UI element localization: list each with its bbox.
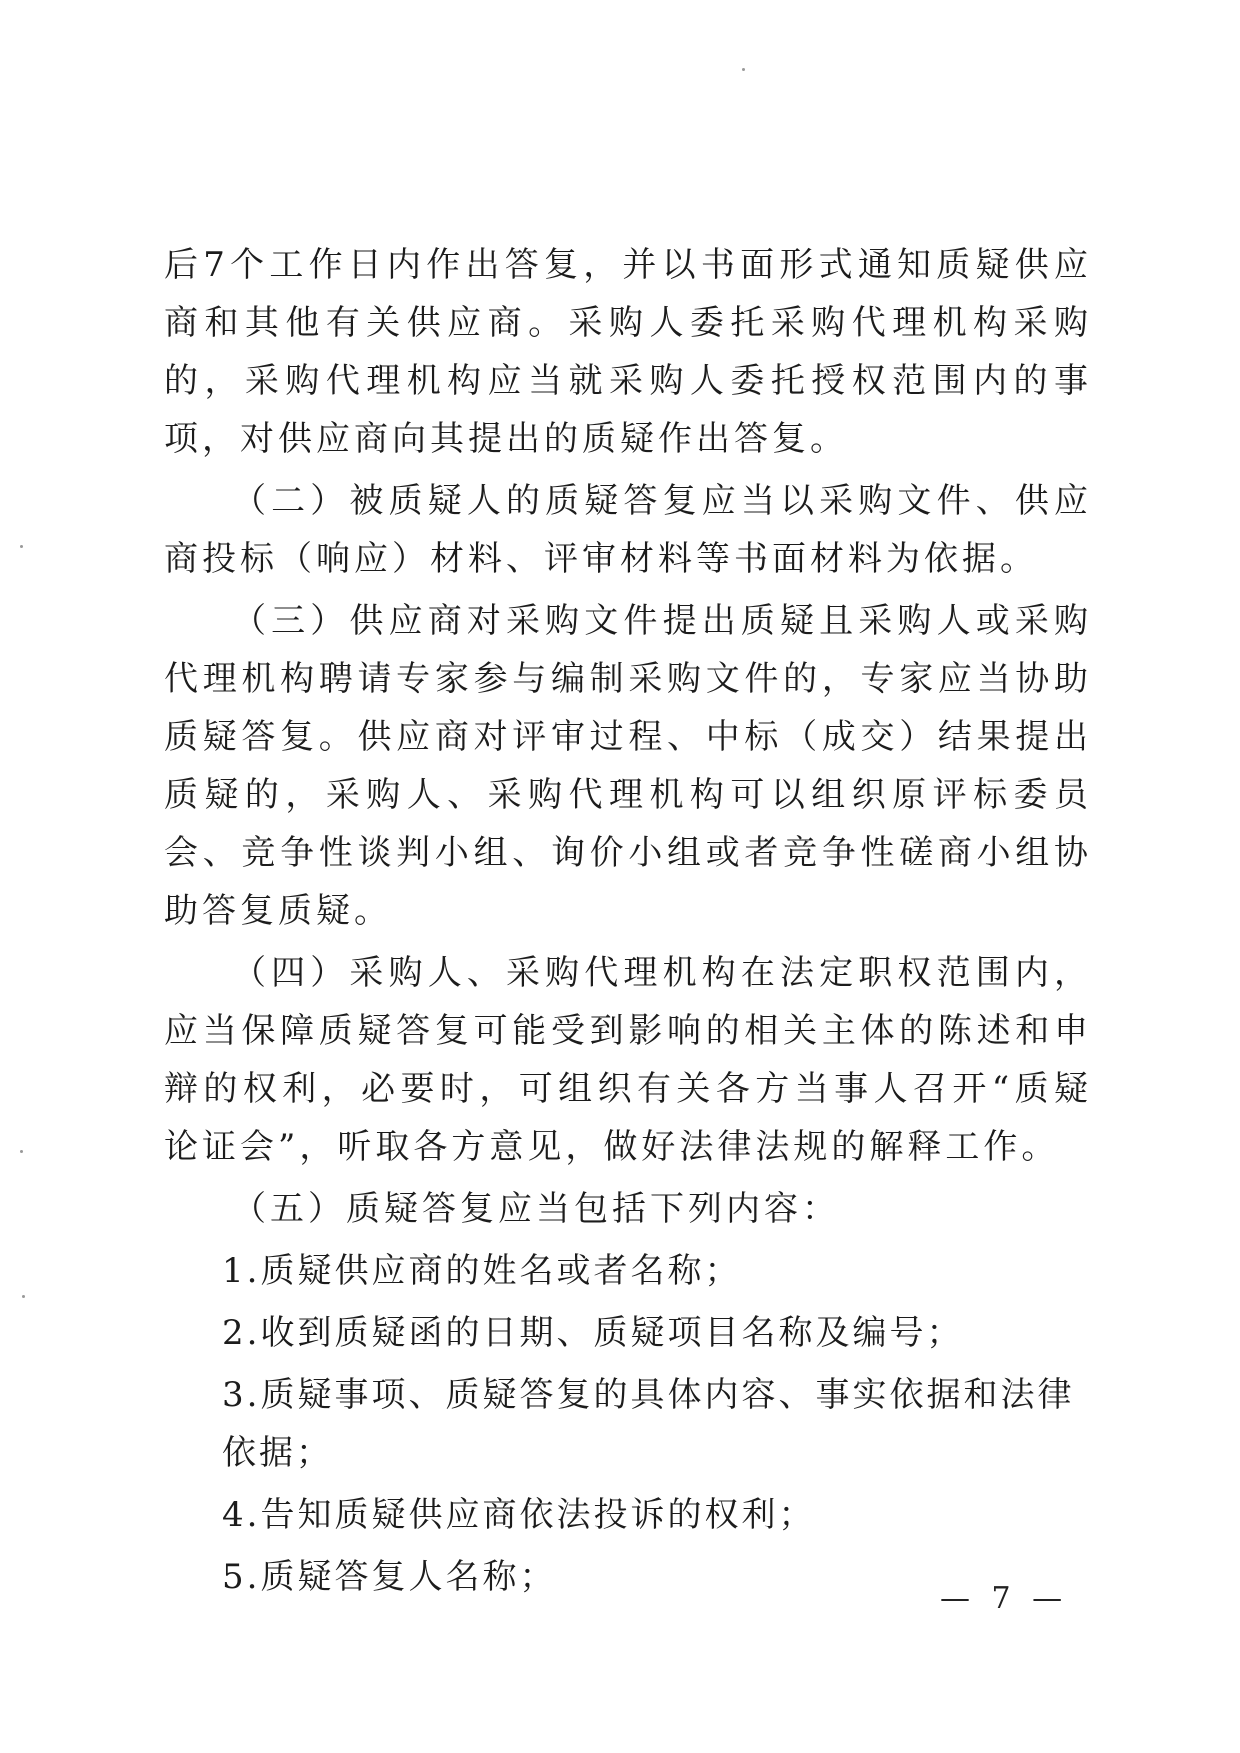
page-number: — 7 — [940,1581,1069,1616]
scan-speck [20,545,23,548]
paragraph-section-4: （四）采购人、采购代理机构在法定职权范围内，应当保障质疑答复可能受到影响的相关主体的陈述和申辩的权利，必要时，可组织有关各方当事人召开“质疑论证会”，听取各方意见，做好法律法规的解释工作。 [164,953,1092,1167]
paragraph-section-5: （五）质疑答复应当包括下列内容： [232,1189,840,1229]
paragraph-section-3: （三）供应商对采购文件提出质疑且采购人或采购代理机构聘请专家参与编制采购文件的，专家应当协助质疑答复。供应商对评审过程、中标（成交）结果提出质疑的，采购人、采购代理机构可以组织原评标委员会、竞争性谈判小组、询价小组或者竞争性磋商小组协助答复质疑。 [164,601,1092,931]
paragraph-section-2: （二）被质疑人的质疑答复应当以采购文件、供应商投标（响应）材料、评审材料等书面材料为依据。 [164,481,1092,579]
list-item: 3.质疑事项、质疑答复的具体内容、事实依据和法律依据； [222,1375,1075,1473]
scan-speck [20,1150,23,1153]
scan-speck [22,1295,25,1298]
list-item: 4.告知质疑供应商依法投诉的权利； [222,1495,816,1535]
document-body [164,236,1092,1610]
list-item: 5.质疑答复人名称； [222,1557,557,1597]
list-item: 2.收到质疑函的日期、质疑项目名称及编号； [222,1313,964,1353]
list-item: 1.质疑供应商的姓名或者名称； [222,1251,742,1291]
paragraph-continuation: 后7个工作日内作出答复，并以书面形式通知质疑供应商和其他有关供应商。采购人委托采购代理机构采购的，采购代理机构应当就采购人委托授权范围内的事项，对供应商向其提出的质疑作出答复。 [164,245,1092,459]
scan-speck [742,68,745,71]
